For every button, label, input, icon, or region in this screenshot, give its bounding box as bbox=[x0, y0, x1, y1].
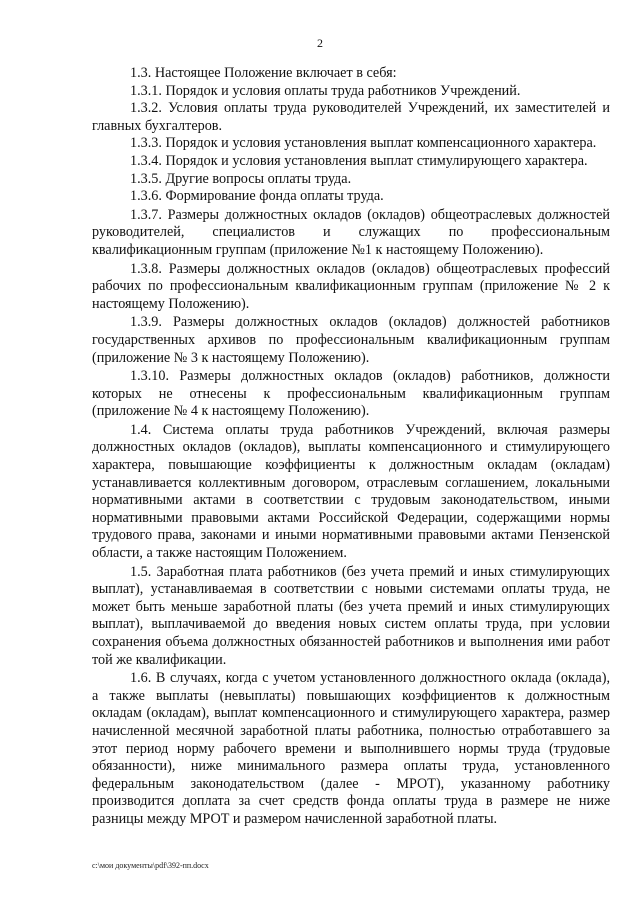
paragraph-1-3-7: 1.3.7. Размеры должностных окладов (окладов) общеотраслевых должностей руководителей, специалистов и служащих по профессиональным квалификационным группам (приложение №1 к настоящему Положению). bbox=[92, 206, 610, 258]
paragraph-1-4: 1.4. Система оплаты труда работников Учреждений, включая размеры должностных окладов (окладов), выплаты компенсационного и стимулирующего характера, повышающие коэффициенты к должностным окладам (окладам) устанавливается коллективным договором, отраслевым соглашением, локальными нормативными актами в соответствии с трудовым законодательством, иными нормативными правовыми актами Российской Федерации, содержащими нормы трудового права, законами и иными нормативными правовыми актами Пензенской области, а также настоящим Положением. bbox=[92, 421, 610, 562]
paragraph-1-3-5: 1.3.5. Другие вопросы оплаты труда. bbox=[130, 170, 352, 187]
paragraph-1-5: 1.5. Заработная плата работников (без учета премий и иных стимулирующих выплат), устанавливаемая в соответствии с новыми системами оплаты труда, не может быть меньше заработной платы (без учета премий и иных стимулирующих выплат), выплачиваемой до введения новых систем оплаты труда, при условии сохранения объема должностных обязанностей работников и выполнения ими работ той же квалификации. bbox=[92, 563, 610, 668]
paragraph-1-3-4: 1.3.4. Порядок и условия установления выплат стимулирующего характера. bbox=[130, 152, 588, 169]
file-path-footer: c:\мои документы\pdf\392-пп.docx bbox=[92, 861, 209, 870]
paragraph-1-3-10: 1.3.10. Размеры должностных окладов (окладов) работников, должности которых не отнесены к профессиональным квалификационным группам (приложение № 4 к настоящему Положению). bbox=[92, 368, 610, 420]
paragraph-1-3-1: 1.3.1. Порядок и условия оплаты труда работников Учреждений. bbox=[130, 82, 521, 99]
paragraph-1-3-2: 1.3.2. Условия оплаты труда руководителей Учреждений, их заместителей и главных бухгалтеров. bbox=[92, 100, 610, 134]
paragraph-1-3-9: 1.3.9. Размеры должностных окладов (окладов) должностей работников государственных архивов по профессиональным квалификационным группам (приложение № 3 к настоящему Положению). bbox=[92, 314, 610, 366]
paragraph-1-6: 1.6. В случаях, когда с учетом установленного должностного оклада (оклада), а также выплаты (невыплаты) повышающих коэффициентов к должностным окладам (окладам), выплат компенсационного и стимулирующего характера, размер начисленной месячной заработной платы работника, полностью отработавшего за этот период норму рабочего времени и выполнившего нормы труда (трудовые обязанности), ниже минимального размера оплаты труда, установленного федеральным законодательством (далее - МРОТ), указанному работнику производится доплата за счет средств фонда оплаты труда в размере не ниже разницы между МРОТ и размером начисленной заработной платы. bbox=[92, 670, 610, 827]
page-number: 2 bbox=[317, 36, 323, 50]
document-body bbox=[92, 65, 610, 829]
paragraph-1-3: 1.3. Настоящее Положение включает в себя: bbox=[130, 65, 397, 81]
paragraph-1-3-8: 1.3.8. Размеры должностных окладов (окладов) общеотраслевых профессий рабочих по профессиональным квалификационным группам (приложение № 2 к настоящему Положению). bbox=[92, 260, 610, 312]
paragraph-1-3-6: 1.3.6. Формирование фонда оплаты труда. bbox=[130, 188, 384, 205]
paragraph-1-3-3: 1.3.3. Порядок и условия установления выплат компенсационного характера. bbox=[130, 135, 597, 152]
